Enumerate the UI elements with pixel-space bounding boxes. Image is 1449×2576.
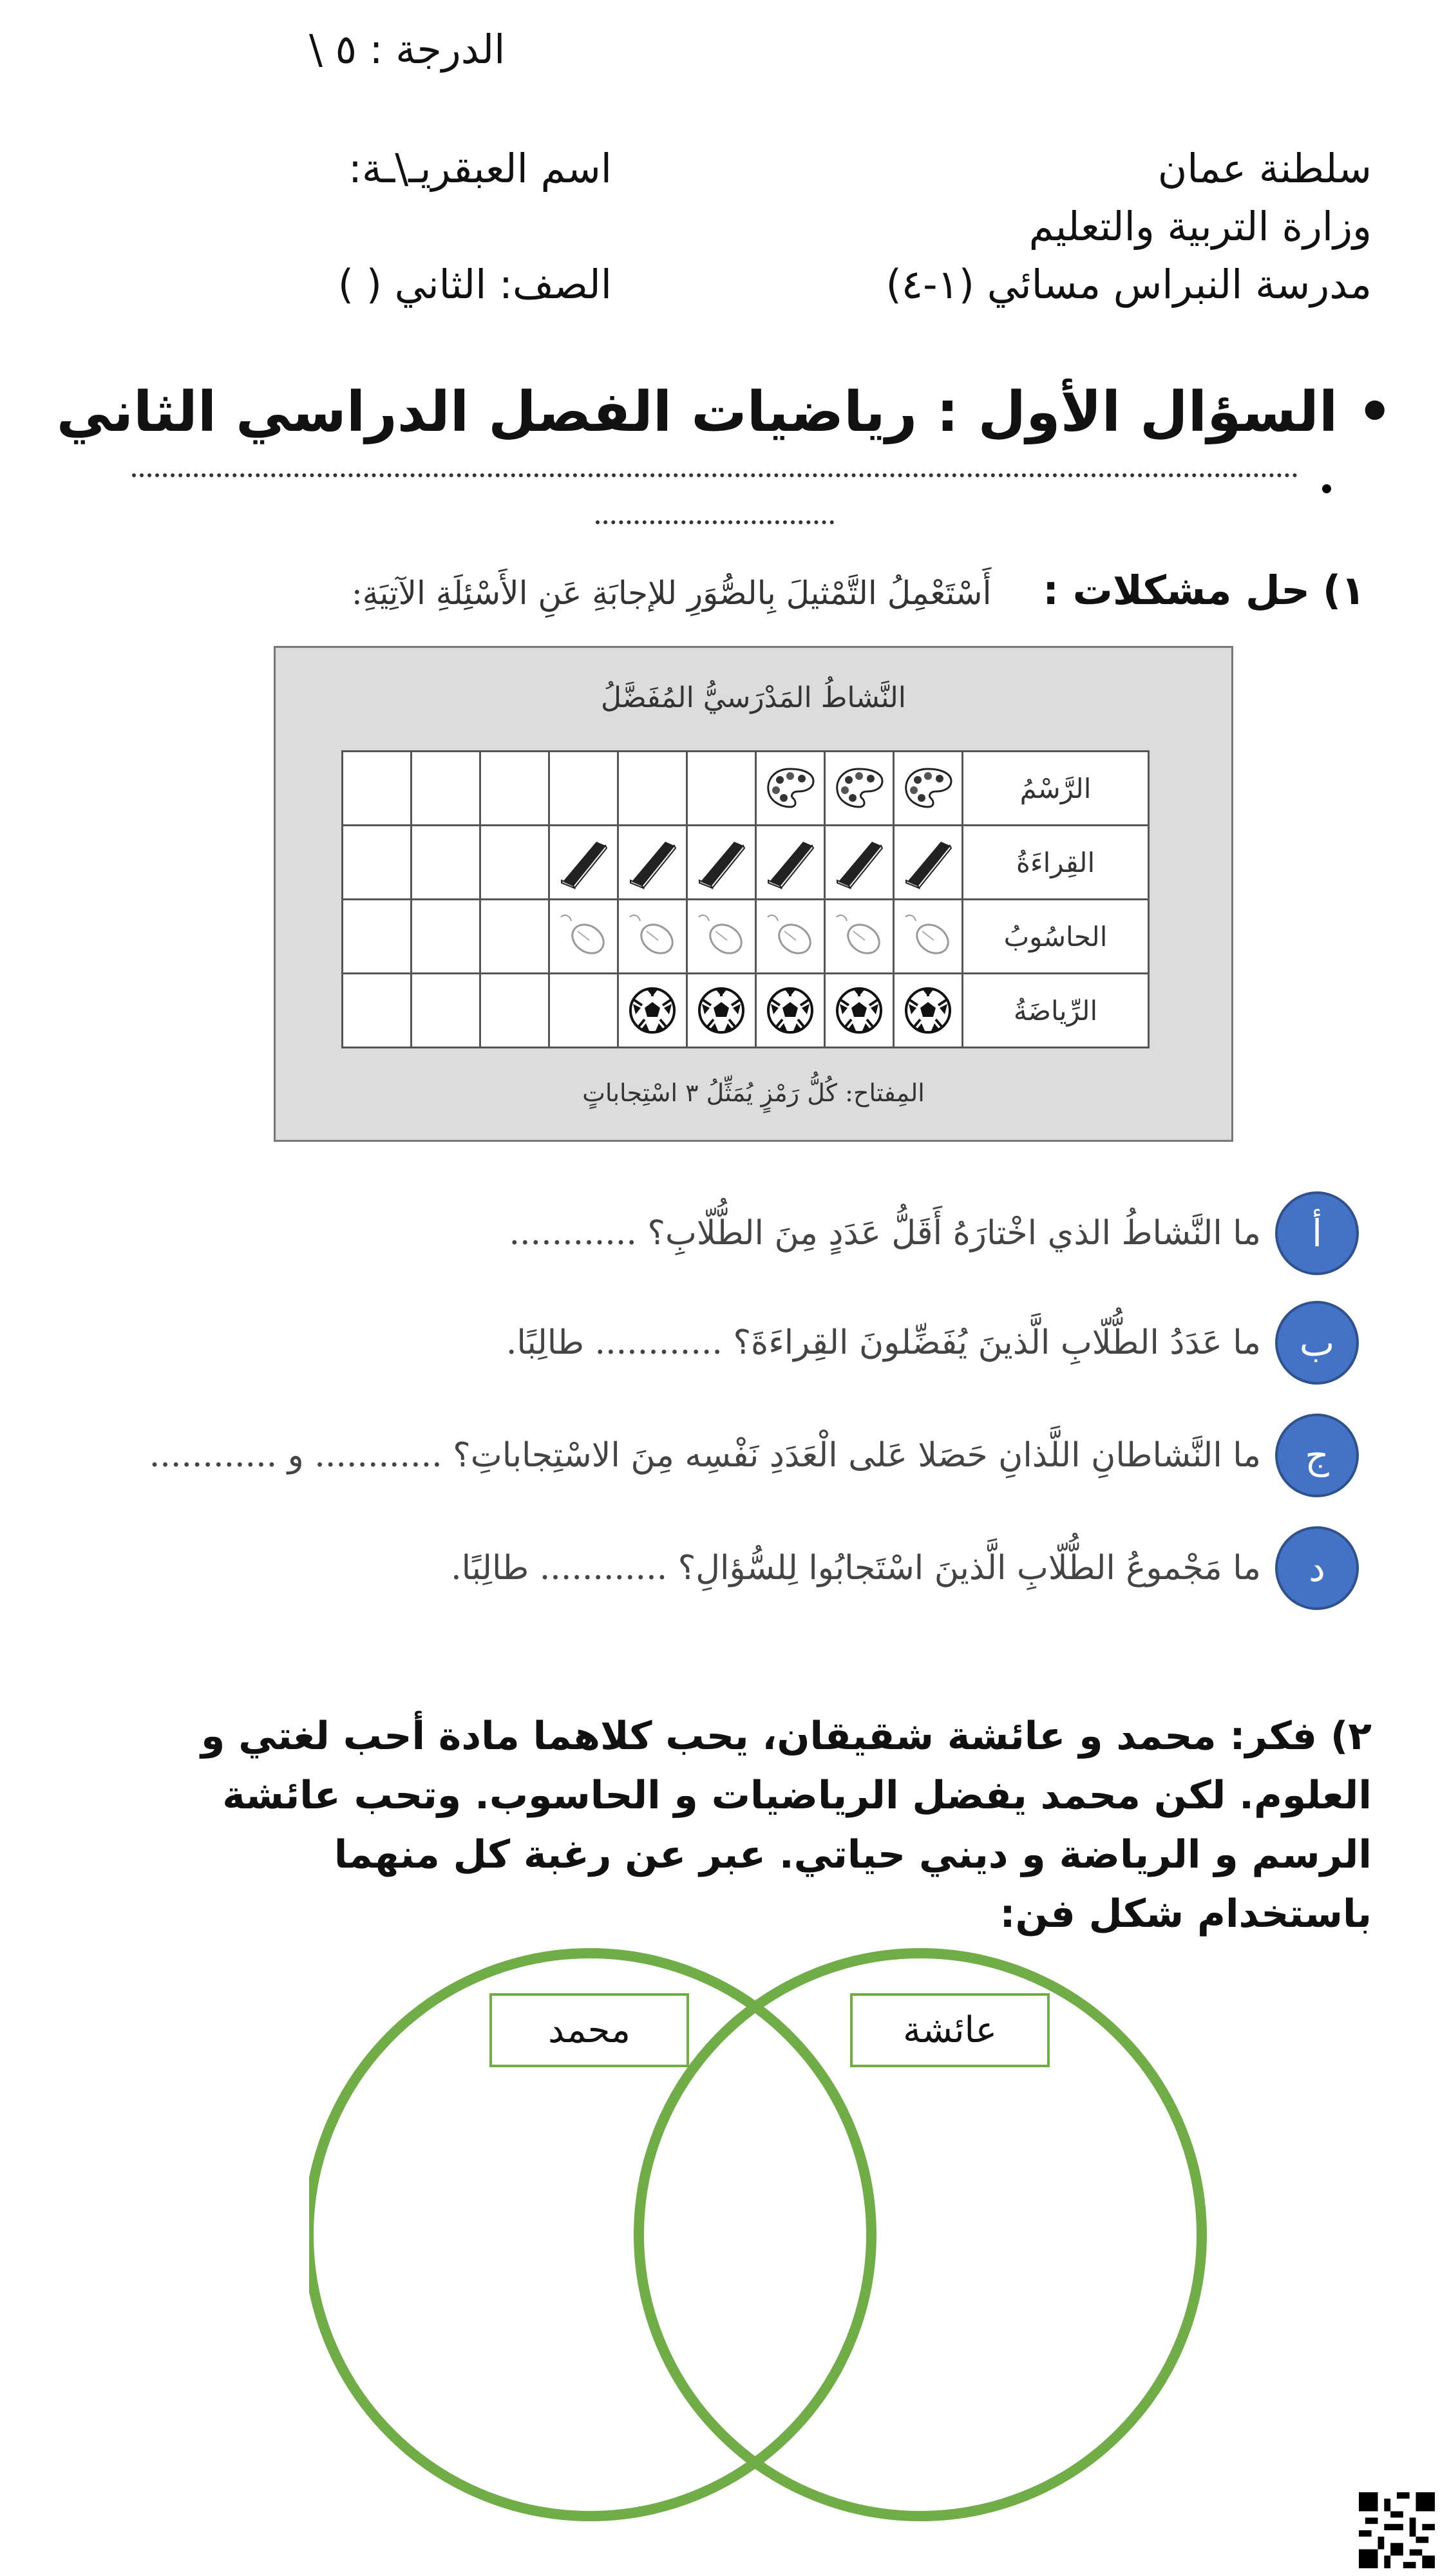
mouse-icon: [618, 900, 687, 974]
bullet-dot: [1322, 484, 1331, 493]
question-c-text[interactable]: ما النَّشاطانِ اللَّذانِ حَصَلا عَلى الْعَدَدِ نَفْسِه مِنَ الاسْتِجاباتِ؟ ............ و ............: [149, 1436, 1261, 1475]
question-a-badge: أ: [1275, 1191, 1359, 1275]
question-d-text[interactable]: ما مَجْموعُ الطُّلّابِ الَّذينَ اسْتَجابُوا لِلسُّؤالِ؟ ............ طالِبًا.: [451, 1549, 1261, 1587]
soccer-ball-icon: [825, 974, 894, 1048]
pictograph-title: النَّشاطُ المَدْرَسيُّ المُفَضَّلُ: [601, 681, 906, 714]
book-icon: [894, 826, 963, 900]
qr-code-icon: [1359, 2492, 1435, 2568]
soccer-ball-icon: [756, 974, 825, 1048]
soccer-ball-icon: [894, 974, 963, 1048]
question-1-number: ١): [1322, 567, 1365, 614]
book-icon: [825, 826, 894, 900]
book-icon: [618, 826, 687, 900]
question-d-badge: د: [1275, 1526, 1359, 1610]
pictograph-empty-cell: [480, 752, 549, 826]
pictograph-empty-cell: [549, 974, 618, 1048]
pictograph-empty-cell: [412, 900, 480, 974]
mouse-icon: [687, 900, 756, 974]
pictograph-empty-cell: [480, 826, 549, 900]
question-1-instruction: أَسْتَعْمِلُ التَّمْثيلَ بِالصُّوَرِ للإجابَةِ عَنِ الأَسْئِلَةِ الآتِيَةِ:: [351, 574, 992, 612]
pictograph-empty-cell: [618, 752, 687, 826]
palette-icon: [894, 752, 963, 826]
country-name: سلطنة عمان: [1157, 145, 1372, 192]
mouse-icon: [894, 900, 963, 974]
question-d: [451, 1520, 1359, 1616]
question-b-text[interactable]: ما عَدَدُ الطُّلّابِ الَّذينَ يُفَضِّلونَ القِراءَةَ؟ ............ طالِبًا.: [506, 1323, 1261, 1362]
pictograph-empty-cell: [549, 752, 618, 826]
answer-line-dotted[interactable]: [132, 473, 1298, 477]
ministry-name: وزارة التربية والتعليم: [1028, 203, 1372, 250]
question-b-badge: ب: [1275, 1301, 1359, 1385]
pictograph-row-label: الحاسُوبُ: [963, 900, 1149, 974]
question-c-badge: ج: [1275, 1414, 1359, 1497]
book-icon: [687, 826, 756, 900]
question-c: [149, 1407, 1359, 1504]
pictograph-empty-cell: [480, 974, 549, 1048]
pictograph-row-label: الرِّياضَةُ: [963, 974, 1149, 1048]
grade-label: الدرجة : ٥ \: [309, 26, 506, 73]
pictograph-row-label: الرَّسْمُ: [963, 752, 1149, 826]
venn-diagram[interactable]: [309, 1938, 1236, 2544]
pictograph-row: [343, 752, 1149, 826]
pictograph-row: [343, 900, 1149, 974]
mouse-icon: [756, 900, 825, 974]
pictograph-row: [343, 826, 1149, 900]
pictograph-empty-cell: [412, 752, 480, 826]
question-2-text: ٢) فكر: محمد و عائشة شقيقان، يحب كلاهما مادة أحب لغتي و العلوم. لكن محمد يفضل الرياضيات و الحاسوب. وتحب عائشة الرسم و الرياضة و ديني حياتي. عبر عن رغبة كل منهما باستخدام شكل فن:: [201, 1714, 1372, 1937]
school-name: مدرسة النبراس مسائي (١-٤): [886, 261, 1372, 308]
book-icon: [756, 826, 825, 900]
student-name-label: اسم العبقريـ\ـة:: [348, 145, 612, 192]
mouse-icon: [549, 900, 618, 974]
pictograph-empty-cell: [343, 752, 412, 826]
pictograph-empty-cell: [343, 974, 412, 1048]
pictograph-empty-cell: [412, 826, 480, 900]
soccer-ball-icon: [687, 974, 756, 1048]
answer-line-dotted-short[interactable]: [596, 520, 834, 524]
pictograph-empty-cell: [412, 974, 480, 1048]
venn-label-left: محمد: [489, 1993, 689, 2067]
mouse-icon: [825, 900, 894, 974]
question-1-title: حل مشكلات :: [1043, 567, 1311, 614]
pictograph-key: المِفتاح: كُلُّ رَمْزٍ يُمَثِّلُ ٣ اسْتِجاباتٍ: [582, 1079, 925, 1107]
book-icon: [549, 826, 618, 900]
palette-icon: [756, 752, 825, 826]
pictograph-empty-cell: [687, 752, 756, 826]
palette-icon: [825, 752, 894, 826]
pictograph-row-label: القِراءَةُ: [963, 826, 1149, 900]
pictograph-row: [343, 974, 1149, 1048]
soccer-ball-icon: [618, 974, 687, 1048]
question-a-text[interactable]: ما النَّشاطُ الذي اخْتارَهُ أَقَلُّ عَدَدٍ مِنَ الطُّلّابِ؟ ............: [509, 1214, 1261, 1253]
pictograph-empty-cell: [480, 900, 549, 974]
question-b: [506, 1294, 1359, 1391]
venn-label-right: عائشة: [850, 1993, 1050, 2067]
pictograph-empty-cell: [343, 826, 412, 900]
pictograph-table: [341, 750, 1150, 1048]
question-1-heading: [352, 567, 1365, 614]
pictograph-empty-cell: [343, 900, 412, 974]
class-label: الصف: الثاني ( ): [337, 261, 612, 308]
section-title: • السؤال الأول : رياضيات الفصل الدراسي الثاني: [56, 380, 1393, 444]
question-a: [509, 1185, 1359, 1282]
